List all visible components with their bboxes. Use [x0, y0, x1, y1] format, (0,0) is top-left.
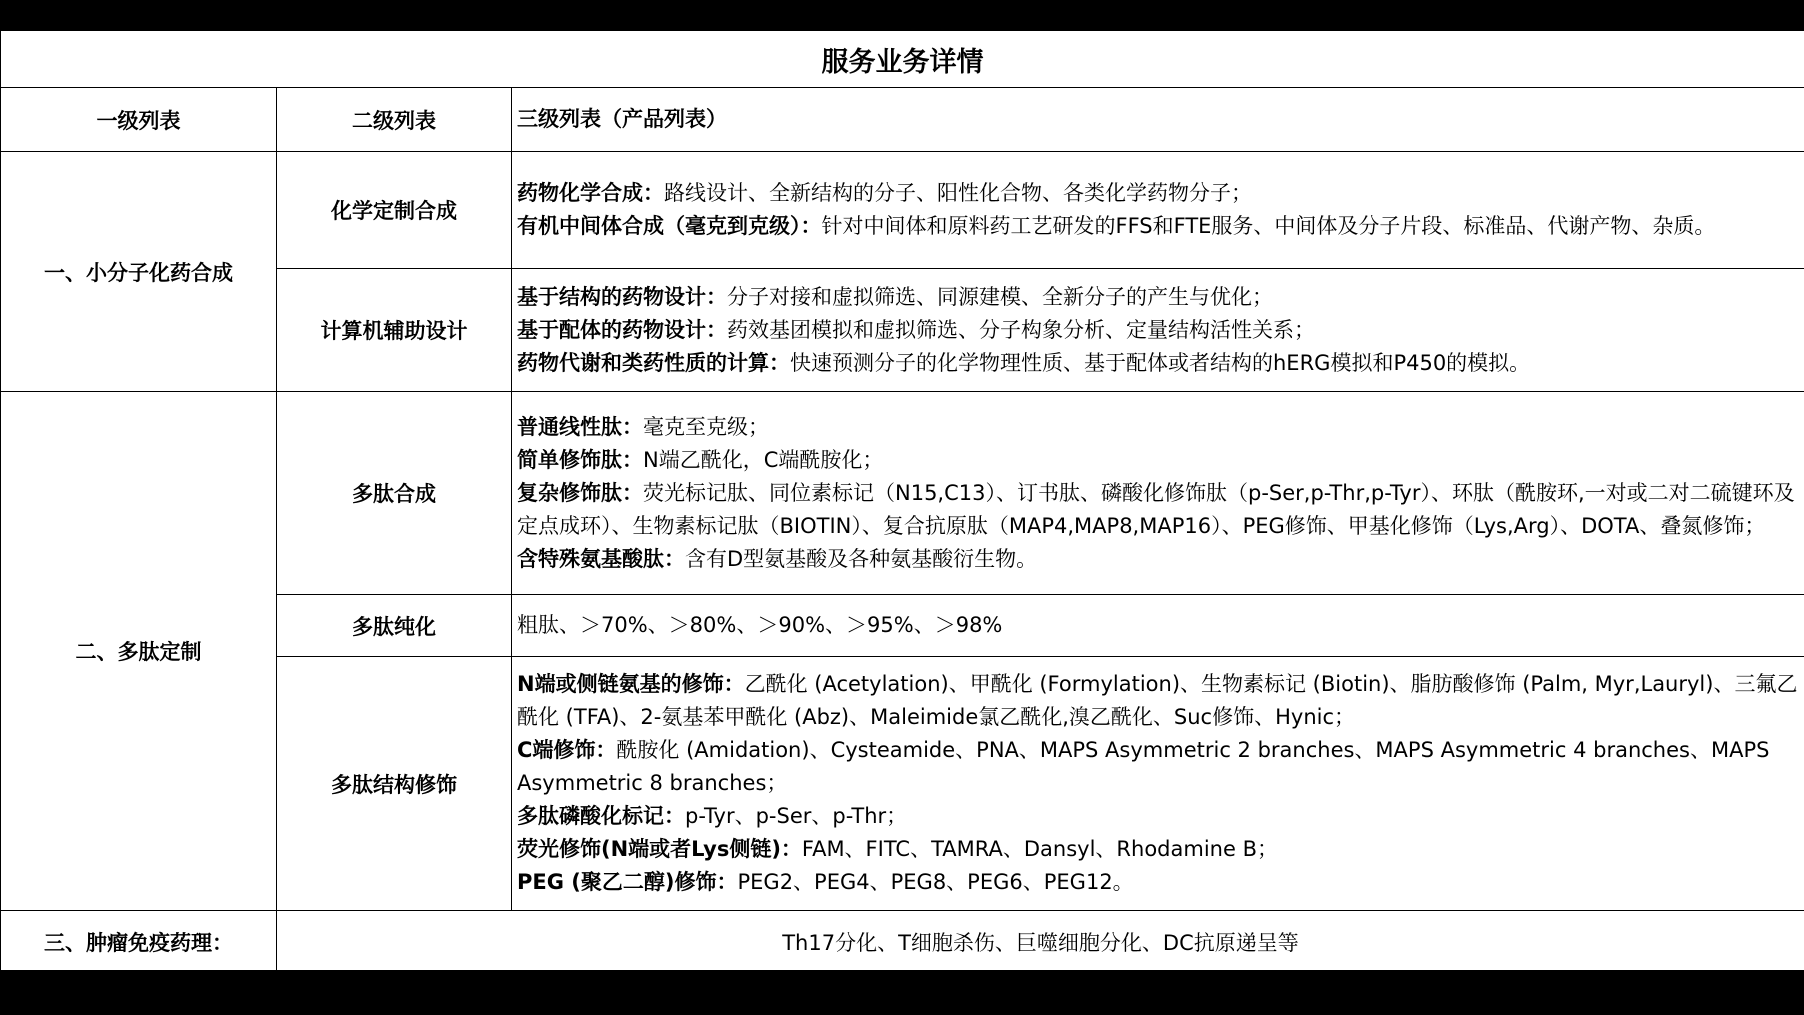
level2-cell: 多肽纯化: [277, 595, 512, 657]
header-level1: 一级列表: [1, 88, 277, 152]
list-item: [517, 609, 1800, 642]
item-label: 普通线性肽：: [517, 414, 643, 439]
item-text: 含有D型氨基酸及各种氨基酸衍生物。: [685, 546, 1038, 571]
list-item: [517, 177, 1800, 210]
list-item: [517, 347, 1800, 380]
table-row: [1, 392, 1804, 595]
item-text: 药效基团模拟和虚拟筛选、分子构象分析、定量结构活性关系；: [727, 317, 1315, 342]
service-table: [0, 30, 1804, 973]
item-text: 乙酰化 (Acetylation)、甲酰化 (Formylation)、生物素标记 (Biotin)、脂肪酸修饰 (Palm, Myr,Lauryl)、三氟乙酰化 (TFA)、2-氨基苯甲酰化 (Abz)、Maleimide氯乙酰化,溴乙酰化、Suc修饰、Hynic；: [517, 672, 1798, 729]
item-text: 荧光标记肽、同位素标记（N15,C13）、订书肽、磷酸化修饰肽（p-Ser,p-Thr,p-Tyr）、环肽（酰胺环,一对或二对二硫键环及定点成环）、生物素标记肽（BIOTIN）、复合抗原肽（MAP4,MAP8,MAP16）、PEG修饰、甲基化修饰（Lys,Arg）、DOTA、叠氮修饰；: [517, 480, 1795, 538]
list-item: [517, 543, 1800, 576]
item-label: 药物代谢和类药性质的计算：: [517, 350, 790, 375]
item-text: FAM、FITC、TAMRA、Dansyl、Rhodamine B；: [801, 837, 1278, 861]
level1-cell: 三、肿瘤免疫药理：: [1, 911, 277, 973]
item-label: 基于配体的药物设计：: [517, 317, 727, 342]
list-item: [517, 734, 1800, 800]
list-item: [517, 866, 1800, 899]
item-text: 针对中间体和原料药工艺研发的FFS和FTE服务、中间体及分子片段、标准品、代谢产物、杂质。: [821, 214, 1716, 238]
item-text: N端乙酰化，C端酰胺化；: [643, 447, 884, 472]
table-row: [1, 911, 1804, 973]
table-title: 服务业务详情: [1, 31, 1804, 88]
level1-cell: 二、多肽定制: [1, 392, 277, 911]
item-label: 复杂修饰肽：: [517, 480, 643, 505]
list-item: [517, 800, 1800, 833]
item-label: 有机中间体合成（毫克到克级）：: [517, 214, 822, 238]
item-label: 含特殊氨基酸肽：: [517, 546, 685, 571]
item-text: 快速预测分子的化学物理性质、基于配体或者结构的hERG模拟和P450的模拟。: [790, 350, 1531, 375]
list-item: [517, 411, 1800, 444]
spreadsheet-sheet: [0, 30, 1804, 970]
merged-cell: Th17分化、T细胞杀伤、巨噬细胞分化、DC抗原递呈等: [277, 911, 1804, 973]
item-text: 毫克至克级；: [643, 414, 769, 439]
list-item: [517, 477, 1800, 543]
item-label: C端修饰：: [517, 738, 617, 762]
level3-cell: [512, 392, 1804, 595]
level3-cell: [512, 657, 1804, 911]
list-item: [517, 444, 1800, 477]
item-text: PEG2、PEG4、PEG8、PEG6、PEG12。: [737, 870, 1134, 894]
header-level3: 三级列表（产品列表）: [512, 88, 1804, 152]
list-item: [517, 833, 1800, 866]
list-item: [517, 210, 1800, 243]
level1-cell: 一、小分子化药合成: [1, 152, 277, 392]
level3-cell: [512, 269, 1804, 392]
level2-cell: 多肽结构修饰: [277, 657, 512, 911]
title-row: [1, 31, 1804, 88]
item-label: 多肽磷酸化标记：: [517, 804, 685, 828]
level2-cell: 计算机辅助设计: [277, 269, 512, 392]
item-label: 药物化学合成：: [517, 181, 664, 205]
item-text: 路线设计、全新结构的分子、阳性化合物、各类化学药物分子；: [664, 181, 1252, 205]
list-item: [517, 314, 1800, 347]
header-row: [1, 88, 1804, 152]
item-label: PEG (聚乙二醇)修饰：: [517, 870, 738, 894]
item-label: 简单修饰肽：: [517, 447, 643, 472]
level3-cell: [512, 152, 1804, 269]
item-label: 荧光修饰(N端或者Lys侧链)：: [517, 837, 802, 861]
item-text: p-Tyr、p-Ser、p-Thr；: [685, 804, 908, 828]
level2-cell: 化学定制合成: [277, 152, 512, 269]
list-item: [517, 281, 1800, 314]
item-text: 分子对接和虚拟筛选、同源建模、全新分子的产生与优化；: [727, 284, 1273, 309]
item-label: 基于结构的药物设计：: [517, 284, 727, 309]
table-row: [1, 152, 1804, 269]
item-text: 粗肽、＞70%、＞80%、＞90%、＞95%、＞98%: [517, 613, 1003, 637]
level2-cell: 多肽合成: [277, 392, 512, 595]
item-text: 酰胺化 (Amidation)、Cysteamide、PNA、MAPS Asymmetric 2 branches、MAPS Asymmetric 4 branches、MAPS Asymmetric 8 branches；: [517, 738, 1770, 795]
level3-cell: [512, 595, 1804, 657]
header-level2: 二级列表: [277, 88, 512, 152]
list-item: [517, 668, 1800, 734]
item-label: N端或侧链氨基的修饰：: [517, 672, 745, 696]
